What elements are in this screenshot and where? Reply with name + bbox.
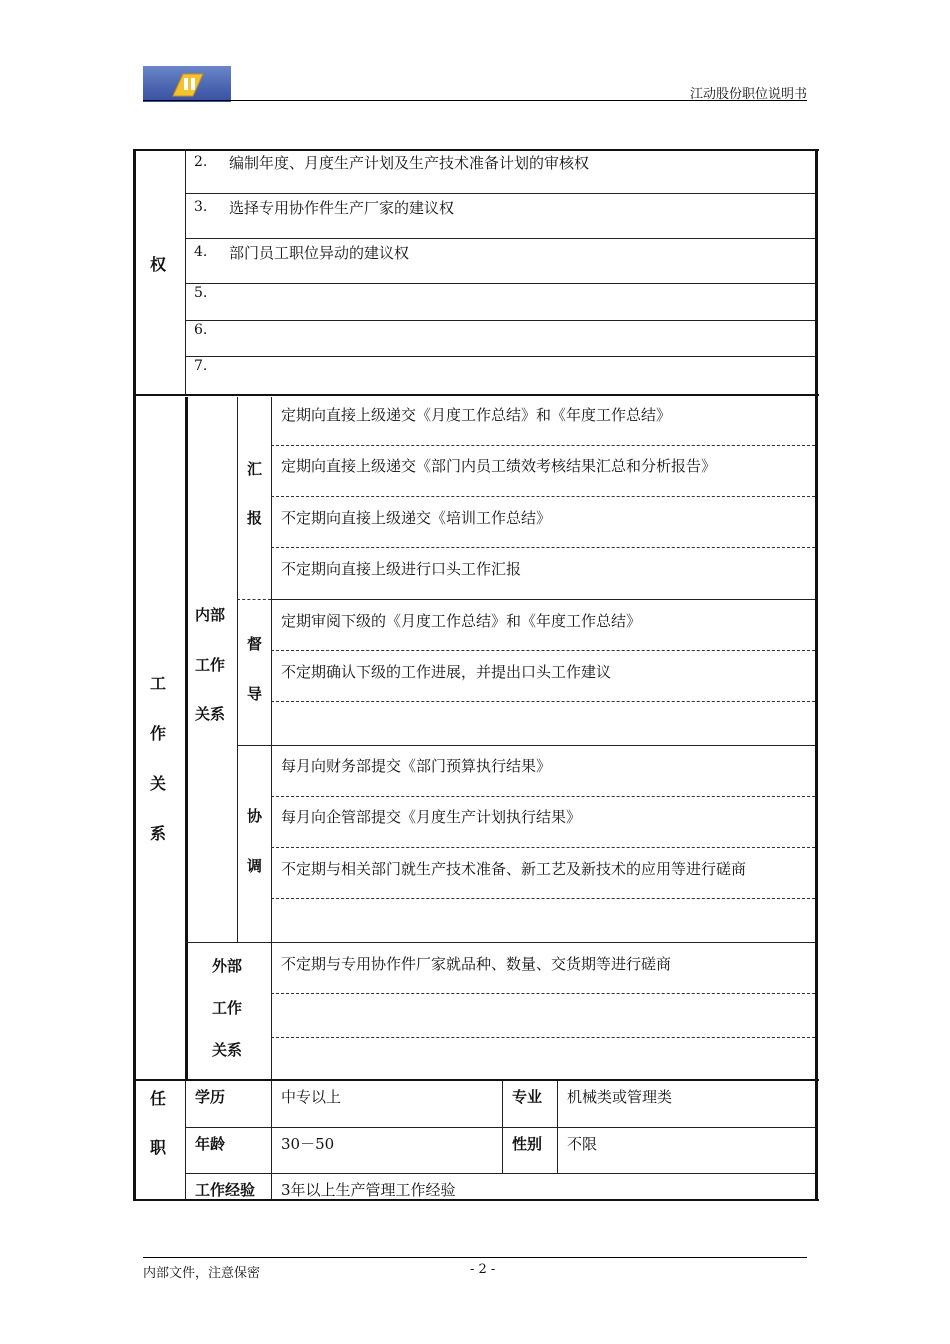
header-title: 江动股份职位说明书 (689, 87, 807, 102)
rights-item-number: 4. (194, 244, 208, 260)
rights-label: 权 (150, 255, 167, 274)
footer-rule (143, 1257, 807, 1258)
rights-item-text: 选择专用协作件生产厂家的建议权 (229, 199, 455, 217)
external-label: 工作 (212, 999, 243, 1017)
coordinate-label: 协 (247, 807, 263, 825)
rights-item-number: 5. (194, 285, 208, 301)
divider (185, 320, 815, 321)
divider (185, 193, 815, 194)
report-row: 不定期向直接上级递交《培训工作总结》 (281, 509, 552, 527)
row-separator (271, 547, 815, 548)
divider (271, 599, 815, 600)
coordinate-row: 每月向企管部提交《月度生产计划执行结果》 (281, 808, 582, 826)
logo-mark-icon (171, 72, 205, 98)
rights-item-number: 2. (194, 154, 208, 170)
row-separator (271, 993, 815, 994)
report-label: 汇 (247, 460, 263, 478)
gender-label: 性别 (512, 1135, 543, 1153)
rights-item-number: 3. (194, 199, 208, 215)
work-label-char: 系 (150, 824, 167, 843)
rights-item-text: 部门员工职位异动的建议权 (229, 244, 410, 262)
divider (237, 599, 271, 600)
external-row: 不定期与专用协作件厂家就品种、数量、交货期等进行磋商 (281, 955, 672, 973)
row-separator (271, 496, 815, 497)
divider (185, 1127, 815, 1128)
row-separator (271, 847, 815, 848)
row-separator (271, 650, 815, 651)
page-number: - 2 - (470, 1262, 496, 1277)
footer-confidential: 内部文件，注意保密 (143, 1266, 261, 1281)
supervise-label: 督 (247, 635, 263, 653)
row-separator (271, 701, 815, 702)
internal-label: 内部 (195, 606, 226, 624)
external-label: 关系 (212, 1041, 243, 1059)
internal-label: 工作 (195, 656, 226, 674)
company-logo (143, 66, 231, 102)
divider (271, 397, 272, 1081)
external-label: 外部 (212, 957, 243, 975)
work-label-char: 作 (150, 724, 167, 743)
major-label: 专业 (512, 1088, 543, 1106)
divider (185, 1173, 815, 1174)
table-left-border (133, 149, 136, 1201)
section-divider (133, 394, 819, 396)
divider (185, 149, 186, 395)
divider (185, 283, 815, 284)
table-right-border (815, 149, 818, 1201)
divider (237, 397, 238, 942)
experience-label: 工作经验 (195, 1181, 256, 1199)
report-row: 定期向直接上级递交《月度工作总结》和《年度工作总结》 (281, 406, 672, 424)
education-label: 学历 (195, 1088, 226, 1106)
supervise-row: 不定期确认下级的工作进展，并提出口头工作建议 (281, 663, 612, 681)
work-label-char: 工 (150, 674, 167, 693)
coordinate-row: 每月向财务部提交《部门预算执行结果》 (281, 757, 552, 775)
header-rule (143, 100, 807, 101)
education-value: 中专以上 (281, 1088, 342, 1106)
divider (185, 238, 815, 239)
internal-label: 关系 (195, 705, 226, 723)
major-value: 机械类或管理类 (567, 1088, 673, 1106)
coordinate-label: 调 (247, 857, 263, 875)
row-separator (271, 1037, 815, 1038)
divider (185, 397, 188, 1081)
report-row: 不定期向直接上级进行口头工作汇报 (281, 560, 522, 578)
supervise-row: 定期审阅下级的《月度工作总结》和《年度工作总结》 (281, 612, 642, 630)
rights-item-number: 6. (194, 322, 208, 338)
experience-value: 3年以上生产管理工作经验 (281, 1181, 456, 1199)
divider (185, 942, 815, 943)
rights-item-text: 编制年度、月度生产计划及生产技术准备计划的审核权 (229, 154, 590, 172)
rights-item-number: 7. (194, 358, 208, 374)
supervise-label: 导 (247, 685, 263, 703)
coordinate-row: 不定期与相关部门就生产技术准备、新工艺及新技术的应用等进行磋商 (281, 860, 747, 878)
divider (271, 1081, 272, 1199)
divider (237, 745, 815, 746)
section-divider (133, 1079, 819, 1081)
divider (185, 356, 815, 357)
row-separator (271, 796, 815, 797)
age-label: 年龄 (195, 1135, 226, 1153)
age-value: 30－50 (281, 1135, 335, 1153)
qualification-label-char: 任 (150, 1089, 167, 1108)
table-top-border (133, 149, 819, 151)
divider (185, 1081, 186, 1199)
work-label-char: 关 (150, 774, 167, 793)
report-row: 定期向直接上级递交《部门内员工绩效考核结果汇总和分析报告》 (281, 457, 717, 475)
row-separator (271, 445, 815, 446)
qualification-label-char: 职 (150, 1138, 167, 1157)
gender-value: 不限 (567, 1135, 598, 1153)
row-separator (271, 898, 815, 899)
report-label: 报 (247, 509, 263, 527)
